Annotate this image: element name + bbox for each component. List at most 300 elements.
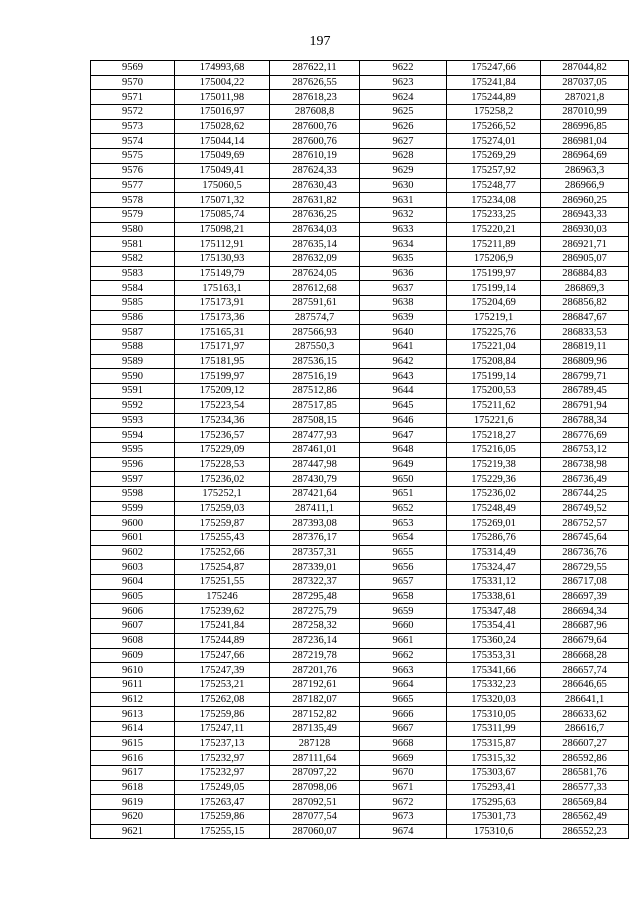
- x-coordinate-cell: 175293,41: [447, 780, 541, 795]
- y-coordinate-cell: 287612,68: [270, 281, 360, 296]
- table-row: [91, 354, 629, 369]
- y-coordinate-cell: 286577,33: [541, 780, 629, 795]
- y-coordinate-cell: 287339,01: [270, 560, 360, 575]
- x-coordinate-cell: 175269,29: [447, 149, 541, 164]
- point-number-cell: 9620: [91, 810, 175, 825]
- point-number-cell: 9659: [360, 604, 447, 619]
- x-coordinate-cell: 175232,97: [175, 766, 270, 781]
- x-coordinate-cell: 175259,86: [175, 707, 270, 722]
- x-coordinate-cell: 175257,92: [447, 163, 541, 178]
- x-coordinate-cell: 175208,84: [447, 354, 541, 369]
- x-coordinate-cell: 175181,95: [175, 354, 270, 369]
- y-coordinate-cell: 286884,83: [541, 266, 629, 281]
- y-coordinate-cell: 286581,76: [541, 766, 629, 781]
- x-coordinate-cell: 175266,52: [447, 119, 541, 134]
- point-number-cell: 9614: [91, 721, 175, 736]
- point-number-cell: 9627: [360, 134, 447, 149]
- table-row: [91, 736, 629, 751]
- x-coordinate-cell: 175209,12: [175, 384, 270, 399]
- x-coordinate-cell: 175353,31: [447, 648, 541, 663]
- x-coordinate-cell: 175011,98: [175, 90, 270, 105]
- table-row: [91, 384, 629, 399]
- y-coordinate-cell: 286679,64: [541, 633, 629, 648]
- point-number-cell: 9612: [91, 692, 175, 707]
- x-coordinate-cell: 175247,66: [447, 61, 541, 76]
- point-number-cell: 9666: [360, 707, 447, 722]
- table-row: [91, 398, 629, 413]
- point-number-cell: 9654: [360, 531, 447, 546]
- x-coordinate-cell: 175049,41: [175, 163, 270, 178]
- point-number-cell: 9672: [360, 795, 447, 810]
- table-row: [91, 766, 629, 781]
- x-coordinate-cell: 175258,2: [447, 105, 541, 120]
- y-coordinate-cell: 287461,01: [270, 442, 360, 457]
- x-coordinate-cell: 175251,55: [175, 575, 270, 590]
- table-row: [91, 531, 629, 546]
- x-coordinate-cell: 175301,73: [447, 810, 541, 825]
- x-coordinate-cell: 175249,05: [175, 780, 270, 795]
- point-number-cell: 9575: [91, 149, 175, 164]
- point-number-cell: 9650: [360, 472, 447, 487]
- y-coordinate-cell: 286905,07: [541, 251, 629, 266]
- y-coordinate-cell: 286960,25: [541, 193, 629, 208]
- point-number-cell: 9674: [360, 824, 447, 839]
- x-coordinate-cell: 175341,66: [447, 663, 541, 678]
- table-row: [91, 119, 629, 134]
- table-row: [91, 648, 629, 663]
- point-number-cell: 9576: [91, 163, 175, 178]
- y-coordinate-cell: 287201,76: [270, 663, 360, 678]
- point-number-cell: 9669: [360, 751, 447, 766]
- x-coordinate-cell: 175310,05: [447, 707, 541, 722]
- table-row: [91, 340, 629, 355]
- point-number-cell: 9597: [91, 472, 175, 487]
- table-row: [91, 237, 629, 252]
- point-number-cell: 9592: [91, 398, 175, 413]
- x-coordinate-cell: 175229,36: [447, 472, 541, 487]
- y-coordinate-cell: 287258,32: [270, 619, 360, 634]
- point-number-cell: 9630: [360, 178, 447, 193]
- y-coordinate-cell: 287574,7: [270, 310, 360, 325]
- x-coordinate-cell: 175044,14: [175, 134, 270, 149]
- x-coordinate-cell: 175286,76: [447, 531, 541, 546]
- point-number-cell: 9587: [91, 325, 175, 340]
- point-number-cell: 9624: [360, 90, 447, 105]
- point-number-cell: 9618: [91, 780, 175, 795]
- point-number-cell: 9646: [360, 413, 447, 428]
- y-coordinate-cell: 286592,86: [541, 751, 629, 766]
- x-coordinate-cell: 175274,01: [447, 134, 541, 149]
- table-row: [91, 413, 629, 428]
- table-row: [91, 310, 629, 325]
- y-coordinate-cell: 286921,71: [541, 237, 629, 252]
- y-coordinate-cell: 286819,11: [541, 340, 629, 355]
- table-row: [91, 61, 629, 76]
- point-number-cell: 9619: [91, 795, 175, 810]
- point-number-cell: 9673: [360, 810, 447, 825]
- y-coordinate-cell: 287447,98: [270, 457, 360, 472]
- point-number-cell: 9577: [91, 178, 175, 193]
- table-row: [91, 810, 629, 825]
- y-coordinate-cell: 286745,64: [541, 531, 629, 546]
- x-coordinate-cell: 175229,09: [175, 442, 270, 457]
- point-number-cell: 9590: [91, 369, 175, 384]
- point-number-cell: 9609: [91, 648, 175, 663]
- x-coordinate-cell: 175295,63: [447, 795, 541, 810]
- x-coordinate-cell: 175004,22: [175, 75, 270, 90]
- x-coordinate-cell: 175221,04: [447, 340, 541, 355]
- y-coordinate-cell: 287077,54: [270, 810, 360, 825]
- y-coordinate-cell: 287600,76: [270, 119, 360, 134]
- point-number-cell: 9607: [91, 619, 175, 634]
- table-row: [91, 178, 629, 193]
- point-number-cell: 9653: [360, 516, 447, 531]
- x-coordinate-cell: 175112,91: [175, 237, 270, 252]
- point-number-cell: 9642: [360, 354, 447, 369]
- y-coordinate-cell: 287508,15: [270, 413, 360, 428]
- table-row: [91, 149, 629, 164]
- point-number-cell: 9648: [360, 442, 447, 457]
- x-coordinate-cell: 175247,39: [175, 663, 270, 678]
- y-coordinate-cell: 286616,7: [541, 721, 629, 736]
- table-row: [91, 222, 629, 237]
- x-coordinate-cell: 175220,21: [447, 222, 541, 237]
- y-coordinate-cell: 287393,08: [270, 516, 360, 531]
- x-coordinate-cell: 175204,69: [447, 296, 541, 311]
- y-coordinate-cell: 287411,1: [270, 501, 360, 516]
- point-number-cell: 9643: [360, 369, 447, 384]
- x-coordinate-cell: 175360,24: [447, 633, 541, 648]
- x-coordinate-cell: 175085,74: [175, 207, 270, 222]
- table-row: [91, 663, 629, 678]
- point-number-cell: 9647: [360, 428, 447, 443]
- point-number-cell: 9662: [360, 648, 447, 663]
- x-coordinate-cell: 175252,66: [175, 545, 270, 560]
- point-number-cell: 9634: [360, 237, 447, 252]
- x-coordinate-cell: 175241,84: [175, 619, 270, 634]
- y-coordinate-cell: 287092,51: [270, 795, 360, 810]
- point-number-cell: 9586: [91, 310, 175, 325]
- y-coordinate-cell: 286776,69: [541, 428, 629, 443]
- point-number-cell: 9583: [91, 266, 175, 281]
- y-coordinate-cell: 287135,49: [270, 721, 360, 736]
- table-row: [91, 604, 629, 619]
- y-coordinate-cell: 286552,23: [541, 824, 629, 839]
- y-coordinate-cell: 286657,74: [541, 663, 629, 678]
- y-coordinate-cell: 286996,85: [541, 119, 629, 134]
- point-number-cell: 9591: [91, 384, 175, 399]
- table-row: [91, 369, 629, 384]
- x-coordinate-cell: 175248,49: [447, 501, 541, 516]
- point-number-cell: 9616: [91, 751, 175, 766]
- point-number-cell: 9649: [360, 457, 447, 472]
- table-row: [91, 575, 629, 590]
- point-number-cell: 9633: [360, 222, 447, 237]
- y-coordinate-cell: 286697,39: [541, 589, 629, 604]
- y-coordinate-cell: 287512,86: [270, 384, 360, 399]
- y-coordinate-cell: 286981,04: [541, 134, 629, 149]
- point-number-cell: 9569: [91, 61, 175, 76]
- y-coordinate-cell: 287591,61: [270, 296, 360, 311]
- x-coordinate-cell: 175098,21: [175, 222, 270, 237]
- x-coordinate-cell: 175236,57: [175, 428, 270, 443]
- y-coordinate-cell: 286607,27: [541, 736, 629, 751]
- y-coordinate-cell: 287098,06: [270, 780, 360, 795]
- x-coordinate-cell: 175200,53: [447, 384, 541, 399]
- x-coordinate-cell: 175225,76: [447, 325, 541, 340]
- point-number-cell: 9608: [91, 633, 175, 648]
- y-coordinate-cell: 286963,3: [541, 163, 629, 178]
- y-coordinate-cell: 287322,37: [270, 575, 360, 590]
- x-coordinate-cell: 174993,68: [175, 61, 270, 76]
- point-number-cell: 9644: [360, 384, 447, 399]
- x-coordinate-cell: 175218,27: [447, 428, 541, 443]
- table-row: [91, 707, 629, 722]
- x-coordinate-cell: 175223,54: [175, 398, 270, 413]
- x-coordinate-cell: 175219,38: [447, 457, 541, 472]
- table-row: [91, 266, 629, 281]
- table-row: [91, 824, 629, 839]
- x-coordinate-cell: 175255,15: [175, 824, 270, 839]
- y-coordinate-cell: 287021,8: [541, 90, 629, 105]
- x-coordinate-cell: 175248,77: [447, 178, 541, 193]
- y-coordinate-cell: 287634,03: [270, 222, 360, 237]
- y-coordinate-cell: 287566,93: [270, 325, 360, 340]
- point-number-cell: 9588: [91, 340, 175, 355]
- x-coordinate-cell: 175016,97: [175, 105, 270, 120]
- table-row: [91, 325, 629, 340]
- y-coordinate-cell: 287010,99: [541, 105, 629, 120]
- x-coordinate-cell: 175028,62: [175, 119, 270, 134]
- x-coordinate-cell: 175236,02: [175, 472, 270, 487]
- y-coordinate-cell: 286856,82: [541, 296, 629, 311]
- table-row: [91, 589, 629, 604]
- point-number-cell: 9628: [360, 149, 447, 164]
- table-row: [91, 545, 629, 560]
- y-coordinate-cell: 286641,1: [541, 692, 629, 707]
- point-number-cell: 9605: [91, 589, 175, 604]
- point-number-cell: 9636: [360, 266, 447, 281]
- y-coordinate-cell: 287044,82: [541, 61, 629, 76]
- x-coordinate-cell: 175252,1: [175, 486, 270, 501]
- x-coordinate-cell: 175130,93: [175, 251, 270, 266]
- y-coordinate-cell: 287421,64: [270, 486, 360, 501]
- y-coordinate-cell: 287550,3: [270, 340, 360, 355]
- x-coordinate-cell: 175241,84: [447, 75, 541, 90]
- y-coordinate-cell: 287097,22: [270, 766, 360, 781]
- y-coordinate-cell: 287275,79: [270, 604, 360, 619]
- x-coordinate-cell: 175199,97: [175, 369, 270, 384]
- x-coordinate-cell: 175149,79: [175, 266, 270, 281]
- y-coordinate-cell: 287636,25: [270, 207, 360, 222]
- point-number-cell: 9626: [360, 119, 447, 134]
- point-number-cell: 9645: [360, 398, 447, 413]
- point-number-cell: 9629: [360, 163, 447, 178]
- x-coordinate-cell: 175354,41: [447, 619, 541, 634]
- point-number-cell: 9610: [91, 663, 175, 678]
- y-coordinate-cell: 287060,07: [270, 824, 360, 839]
- point-number-cell: 9638: [360, 296, 447, 311]
- point-number-cell: 9613: [91, 707, 175, 722]
- x-coordinate-cell: 175216,05: [447, 442, 541, 457]
- y-coordinate-cell: 286687,96: [541, 619, 629, 634]
- point-number-cell: 9640: [360, 325, 447, 340]
- x-coordinate-cell: 175219,1: [447, 310, 541, 325]
- y-coordinate-cell: 287608,8: [270, 105, 360, 120]
- point-number-cell: 9571: [91, 90, 175, 105]
- y-coordinate-cell: 287626,55: [270, 75, 360, 90]
- point-number-cell: 9581: [91, 237, 175, 252]
- y-coordinate-cell: 287516,19: [270, 369, 360, 384]
- y-coordinate-cell: 286753,12: [541, 442, 629, 457]
- point-number-cell: 9595: [91, 442, 175, 457]
- x-coordinate-cell: 175171,97: [175, 340, 270, 355]
- x-coordinate-cell: 175244,89: [447, 90, 541, 105]
- x-coordinate-cell: 175247,11: [175, 721, 270, 736]
- y-coordinate-cell: 287111,64: [270, 751, 360, 766]
- x-coordinate-cell: 175310,6: [447, 824, 541, 839]
- y-coordinate-cell: 286668,28: [541, 648, 629, 663]
- y-coordinate-cell: 287430,79: [270, 472, 360, 487]
- point-number-cell: 9594: [91, 428, 175, 443]
- point-number-cell: 9631: [360, 193, 447, 208]
- point-number-cell: 9598: [91, 486, 175, 501]
- x-coordinate-cell: 175253,21: [175, 677, 270, 692]
- y-coordinate-cell: 287037,05: [541, 75, 629, 90]
- point-number-cell: 9667: [360, 721, 447, 736]
- point-number-cell: 9658: [360, 589, 447, 604]
- point-number-cell: 9652: [360, 501, 447, 516]
- table-row: [91, 751, 629, 766]
- x-coordinate-cell: 175315,87: [447, 736, 541, 751]
- y-coordinate-cell: 286964,69: [541, 149, 629, 164]
- table-row: [91, 207, 629, 222]
- x-coordinate-cell: 175221,6: [447, 413, 541, 428]
- table-row: [91, 780, 629, 795]
- y-coordinate-cell: 287517,85: [270, 398, 360, 413]
- y-coordinate-cell: 286943,33: [541, 207, 629, 222]
- table-row: [91, 75, 629, 90]
- y-coordinate-cell: 286749,52: [541, 501, 629, 516]
- y-coordinate-cell: 286791,94: [541, 398, 629, 413]
- x-coordinate-cell: 175347,48: [447, 604, 541, 619]
- point-number-cell: 9615: [91, 736, 175, 751]
- y-coordinate-cell: 287618,23: [270, 90, 360, 105]
- point-number-cell: 9635: [360, 251, 447, 266]
- point-number-cell: 9660: [360, 619, 447, 634]
- x-coordinate-cell: 175259,03: [175, 501, 270, 516]
- y-coordinate-cell: 287536,15: [270, 354, 360, 369]
- x-coordinate-cell: 175247,66: [175, 648, 270, 663]
- y-coordinate-cell: 286694,34: [541, 604, 629, 619]
- y-coordinate-cell: 287630,43: [270, 178, 360, 193]
- y-coordinate-cell: 286847,67: [541, 310, 629, 325]
- table-row: [91, 795, 629, 810]
- point-number-cell: 9670: [360, 766, 447, 781]
- point-number-cell: 9617: [91, 766, 175, 781]
- x-coordinate-cell: 175262,08: [175, 692, 270, 707]
- point-number-cell: 9589: [91, 354, 175, 369]
- x-coordinate-cell: 175199,14: [447, 281, 541, 296]
- x-coordinate-cell: 175259,87: [175, 516, 270, 531]
- x-coordinate-cell: 175237,13: [175, 736, 270, 751]
- y-coordinate-cell: 287632,09: [270, 251, 360, 266]
- table-row: [91, 560, 629, 575]
- y-coordinate-cell: 287610,19: [270, 149, 360, 164]
- x-coordinate-cell: 175071,32: [175, 193, 270, 208]
- point-number-cell: 9655: [360, 545, 447, 560]
- y-coordinate-cell: 286789,45: [541, 384, 629, 399]
- point-number-cell: 9661: [360, 633, 447, 648]
- x-coordinate-cell: 175244,89: [175, 633, 270, 648]
- table-row: [91, 90, 629, 105]
- x-coordinate-cell: 175263,47: [175, 795, 270, 810]
- y-coordinate-cell: 286744,25: [541, 486, 629, 501]
- x-coordinate-cell: 175199,14: [447, 369, 541, 384]
- point-number-cell: 9584: [91, 281, 175, 296]
- x-coordinate-cell: 175311,99: [447, 721, 541, 736]
- y-coordinate-cell: 286930,03: [541, 222, 629, 237]
- table-row: [91, 633, 629, 648]
- coordinates-table: [90, 60, 629, 839]
- x-coordinate-cell: 175211,62: [447, 398, 541, 413]
- x-coordinate-cell: 175269,01: [447, 516, 541, 531]
- y-coordinate-cell: 287295,48: [270, 589, 360, 604]
- table-row: [91, 442, 629, 457]
- x-coordinate-cell: 175211,89: [447, 237, 541, 252]
- x-coordinate-cell: 175049,69: [175, 149, 270, 164]
- point-number-cell: 9621: [91, 824, 175, 839]
- table-row: [91, 296, 629, 311]
- point-number-cell: 9574: [91, 134, 175, 149]
- y-coordinate-cell: 287624,33: [270, 163, 360, 178]
- table-row: [91, 134, 629, 149]
- point-number-cell: 9625: [360, 105, 447, 120]
- point-number-cell: 9600: [91, 516, 175, 531]
- point-number-cell: 9604: [91, 575, 175, 590]
- point-number-cell: 9639: [360, 310, 447, 325]
- x-coordinate-cell: 175259,86: [175, 810, 270, 825]
- y-coordinate-cell: 286738,98: [541, 457, 629, 472]
- y-coordinate-cell: 287624,05: [270, 266, 360, 281]
- point-number-cell: 9668: [360, 736, 447, 751]
- x-coordinate-cell: 175232,97: [175, 751, 270, 766]
- y-coordinate-cell: 286736,76: [541, 545, 629, 560]
- x-coordinate-cell: 175303,67: [447, 766, 541, 781]
- point-number-cell: 9596: [91, 457, 175, 472]
- page-number: 197: [309, 34, 331, 49]
- x-coordinate-cell: 175163,1: [175, 281, 270, 296]
- point-number-cell: 9671: [360, 780, 447, 795]
- x-coordinate-cell: 175315,32: [447, 751, 541, 766]
- x-coordinate-cell: 175228,53: [175, 457, 270, 472]
- point-number-cell: 9603: [91, 560, 175, 575]
- x-coordinate-cell: 175338,61: [447, 589, 541, 604]
- point-number-cell: 9585: [91, 296, 175, 311]
- point-number-cell: 9593: [91, 413, 175, 428]
- y-coordinate-cell: 286752,57: [541, 516, 629, 531]
- table-row: [91, 251, 629, 266]
- y-coordinate-cell: 286809,96: [541, 354, 629, 369]
- y-coordinate-cell: 286717,08: [541, 575, 629, 590]
- table-row: [91, 501, 629, 516]
- point-number-cell: 9580: [91, 222, 175, 237]
- y-coordinate-cell: 286833,53: [541, 325, 629, 340]
- point-number-cell: 9622: [360, 61, 447, 76]
- point-number-cell: 9656: [360, 560, 447, 575]
- table-row: [91, 105, 629, 120]
- point-number-cell: 9623: [360, 75, 447, 90]
